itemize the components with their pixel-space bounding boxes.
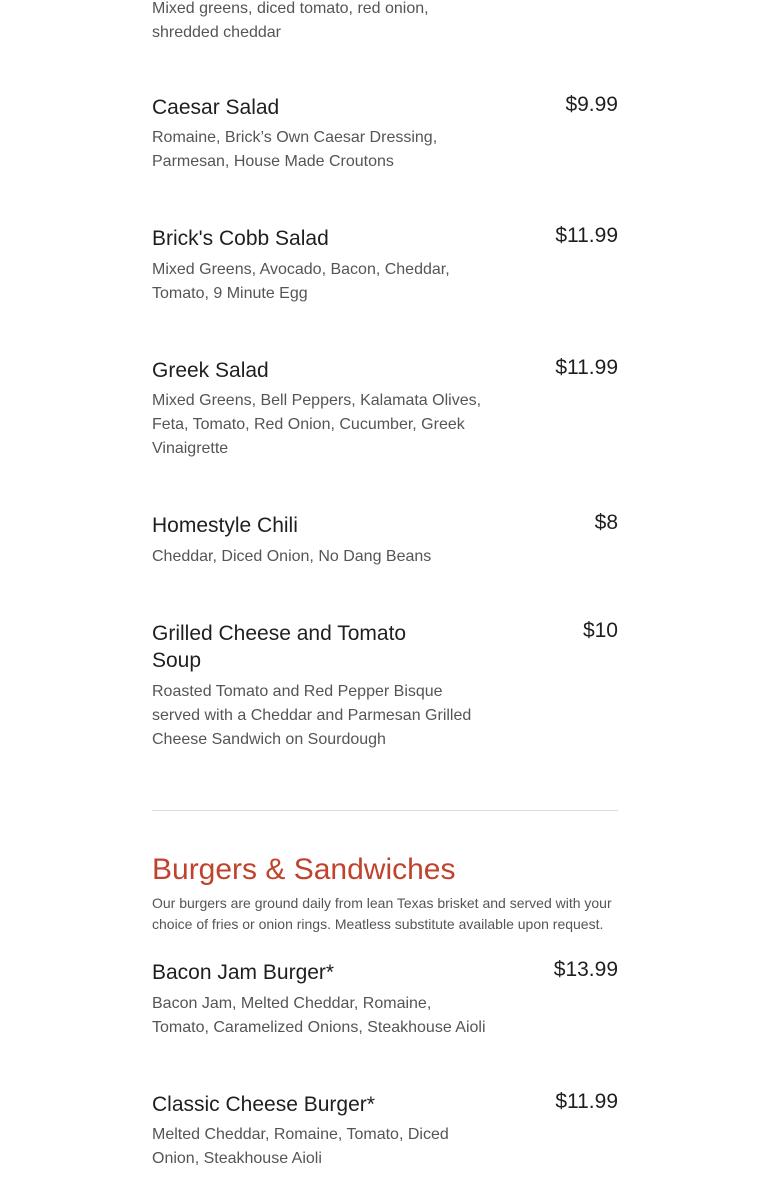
item-description: Mixed Greens, Bell Peppers, Kalamata Olives, Feta, Tomato, Red Onion, Cucumber, Greek Vinaigrette <box>152 392 482 457</box>
item-name: Homestyle Chili <box>152 514 298 537</box>
item-price: $11.99 <box>555 1090 618 1113</box>
menu-item-caesar-salad <box>152 94 618 174</box>
item-description: Roasted Tomato and Red Pepper Bisque served with a Cheddar and Parmesan Grilled Cheese Sandwich on Sourdough <box>152 683 472 748</box>
item-name: Caesar Salad <box>152 96 280 119</box>
item-name: Brick's Cobb Salad <box>152 227 329 250</box>
menu-item-classic-cheese-burger <box>152 1091 618 1171</box>
menu-item-partial <box>152 0 618 45</box>
section-divider <box>152 810 618 811</box>
menu-item-homestyle-chili <box>152 512 618 569</box>
item-description: Mixed greens, diced tomato, red onion, shredded cheddar <box>152 0 429 41</box>
item-price: $10 <box>582 619 618 642</box>
item-name: Grilled Cheese and Tomato Soup <box>152 622 407 672</box>
item-price: $11.99 <box>555 356 618 379</box>
item-price: $11.99 <box>555 224 618 247</box>
menu-item-greek-salad <box>152 357 618 461</box>
section-description: Our burgers are ground daily from lean Texas brisket and served with your choice of fries or onion rings. Meatless substitute available upon request. <box>152 895 612 932</box>
item-price: $9.99 <box>565 93 618 116</box>
section-title: Burgers & Sandwiches <box>152 853 456 886</box>
item-description: Cheddar, Diced Onion, No Dang Beans <box>152 548 432 565</box>
menu-item-bacon-jam-burger <box>152 959 618 1040</box>
item-description: Bacon Jam, Melted Cheddar, Romaine, Tomato, Caramelized Onions, Steakhouse Aioli <box>152 995 486 1036</box>
item-description: Mixed Greens, Avocado, Bacon, Cheddar, Tomato, 9 Minute Egg <box>152 261 450 302</box>
item-price: $13.99 <box>553 958 618 981</box>
item-name: Greek Salad <box>152 359 269 382</box>
item-description: Melted Cheddar, Romaine, Tomato, Diced Onion, Steakhouse Aioli <box>152 1126 449 1167</box>
item-name: Classic Cheese Burger* <box>152 1093 375 1116</box>
menu-item-cobb-salad <box>152 225 618 306</box>
item-description: Romaine, Brick’s Own Caesar Dressing, Parmesan, House Made Croutons <box>152 129 438 170</box>
menu-item-grilled-cheese-tomato-soup <box>152 620 618 752</box>
item-price: $8 <box>594 511 618 534</box>
item-name: Bacon Jam Burger* <box>152 961 335 984</box>
